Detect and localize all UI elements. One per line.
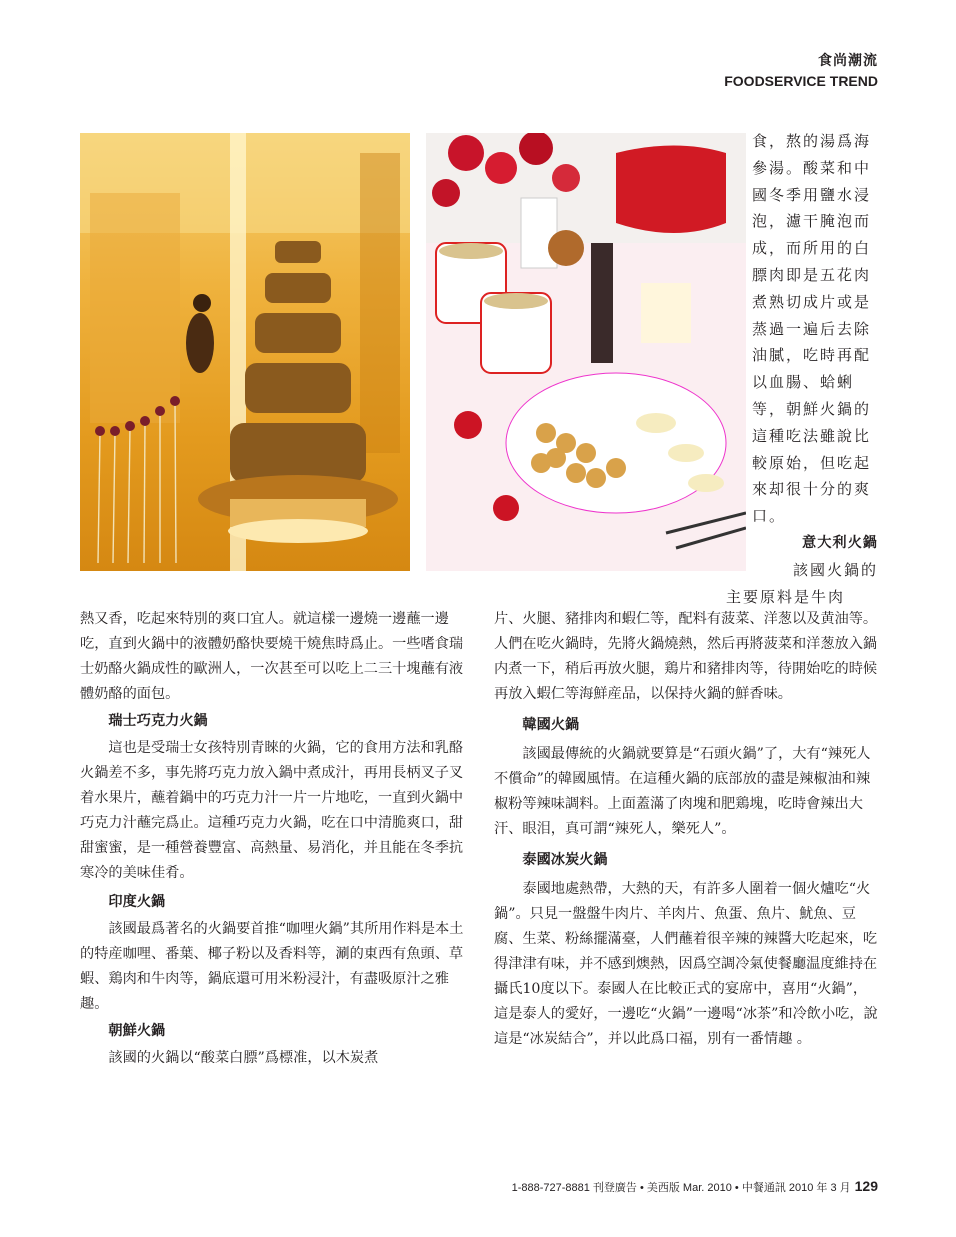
text-line: 來却很十分的爽 — [752, 480, 872, 499]
text-line: 成，而所用的白 — [752, 239, 872, 258]
text-line: 該國火鍋的 — [792, 560, 878, 579]
text-line: 煮熟切成片或是 — [752, 292, 872, 311]
text-line: 膘肉即是五花肉 — [752, 265, 872, 284]
fondue-table-photo — [426, 133, 746, 571]
paragraph: 熱又香，吃起來特別的爽口宜人。就這樣一邊燒一邊蘸一邊吃，直到火鍋中的液體奶酪快要燒干燒焦時爲止。一些嗜食瑞士奶酪火鍋成性的歐洲人，一次甚至可以吃上二三十塊蘸有液體奶酪的面包。 — [80, 611, 464, 702]
text-line: 口。 — [752, 507, 787, 526]
paragraph: 這也是受瑞士女孩特別青睞的火鍋，它的食用方法和乳酪火鍋差不多，事先將巧克力放入鍋中煮成汁，再用長柄叉子叉着水果片，蘸着鍋中的巧克力汁一片一片地吃，一直到火鍋中巧克力汁蘸完爲止。這種巧克力火鍋，吃在口中清脆爽口，甜甜蜜蜜，是一種營養豐富、高熱量、易消化，并且能在冬季抗寒冷的美味佳肴。 — [80, 740, 464, 881]
text-line: 等，朝鮮火鍋的 — [752, 399, 872, 418]
section-title-en: FOODSERVICE TREND — [724, 73, 878, 89]
korea-north-heading: 朝鮮火鍋 — [108, 1023, 166, 1039]
text-line: 泡，濾干腌泡而 — [752, 212, 872, 231]
text-line: 國冬季用鹽水浸 — [752, 185, 872, 204]
korea-heading: 韓國火鍋 — [522, 717, 580, 733]
chocolate-fountain-photo — [80, 133, 410, 571]
thai-heading: 泰國冰炭火鍋 — [522, 852, 608, 868]
text-line: 較原始，但吃起 — [752, 453, 872, 472]
left-column — [80, 607, 466, 1071]
paragraph: 片、火腿、豬排肉和蝦仁等，配料有菠菜、洋葱以及黄油等。人們在吃火鍋時，先將火鍋燒熱，然后再將菠菜和洋葱放入鍋内煮一下，稍后再放火腿，鶏片和豬排肉等，待開始吃的時候再放入蝦仁等海鮮産品，以保持火鍋的鮮香味。 — [494, 611, 878, 702]
footer-text: 1-888-727-8881 刊登廣告 • 美西版 Mar. 2010 • 中餐通訊 2010 年 3 月 — [511, 1182, 851, 1194]
paragraph: 該國最傳統的火鍋就要算是“石頭火鍋”了，大有“辣死人不償命”的韓國風情。在這種火鍋的底部放的盡是辣椒油和辣椒粉等辣味調料。上面蓋滿了肉塊和肥鶏塊，吃時會辣出大汗、眼泪，真可謂“辣死人，樂死人”。 — [494, 746, 871, 837]
section-header — [724, 50, 878, 89]
narrow-column — [726, 128, 878, 610]
text-line: 蒸過一遍后去除 — [752, 319, 872, 338]
page-footer — [512, 1178, 878, 1195]
italy-heading: 意大利火鍋 — [802, 534, 878, 551]
text-line: 油膩，吃時再配 — [752, 346, 872, 365]
text-line: 主要原料是牛肉 — [726, 587, 846, 606]
section-title-zh: 食尚潮流 — [818, 53, 878, 69]
paragraph: 泰國地處熱帶，大熱的天，有許多人圍着一個火爐吃“火鍋”。只見一盤盤牛肉片、羊肉片、魚蛋、魚片、魷魚、豆腐、生菜、粉絲擺滿臺，人們蘸着很辛辣的辣醬大吃起來，吃得津津有味，并不感到燠熱，因爲空調冷氣使餐廳温度維持在攝氏10度以下。泰國人在比較正式的宴席中，喜用“火鍋”，這是泰人的愛好，一邊吃“火鍋”一邊喝“冰茶”和冷飲小吃，說這是“冰炭結合”，并以此爲口福，別有一番情趣 。 — [494, 881, 878, 1047]
paragraph: 該國的火鍋以“酸菜白膘”爲標准，以木炭煮 — [108, 1050, 379, 1066]
india-heading: 印度火鍋 — [108, 894, 166, 910]
text-line: 參湯。酸菜和中 — [752, 158, 872, 177]
swiss-chocolate-heading: 瑞士巧克力火鍋 — [108, 713, 208, 729]
text-line: 以血腸、蛤蜊 — [752, 373, 855, 392]
page-number: 129 — [854, 1178, 878, 1194]
right-column — [494, 607, 878, 1052]
paragraph: 該國最爲著名的火鍋要首推“咖哩火鍋”其所用作料是本土的特産咖哩、番葉、椰子粉以及香料等，涮的東西有魚頭、草蝦、鶏肉和牛肉等，鍋底還可用米粉浸汁，有盡吸原汁之雅趣。 — [80, 921, 464, 1012]
text-line: 這種吃法雖說比 — [752, 426, 872, 445]
text-line: 食，熬的湯爲海 — [752, 132, 872, 150]
